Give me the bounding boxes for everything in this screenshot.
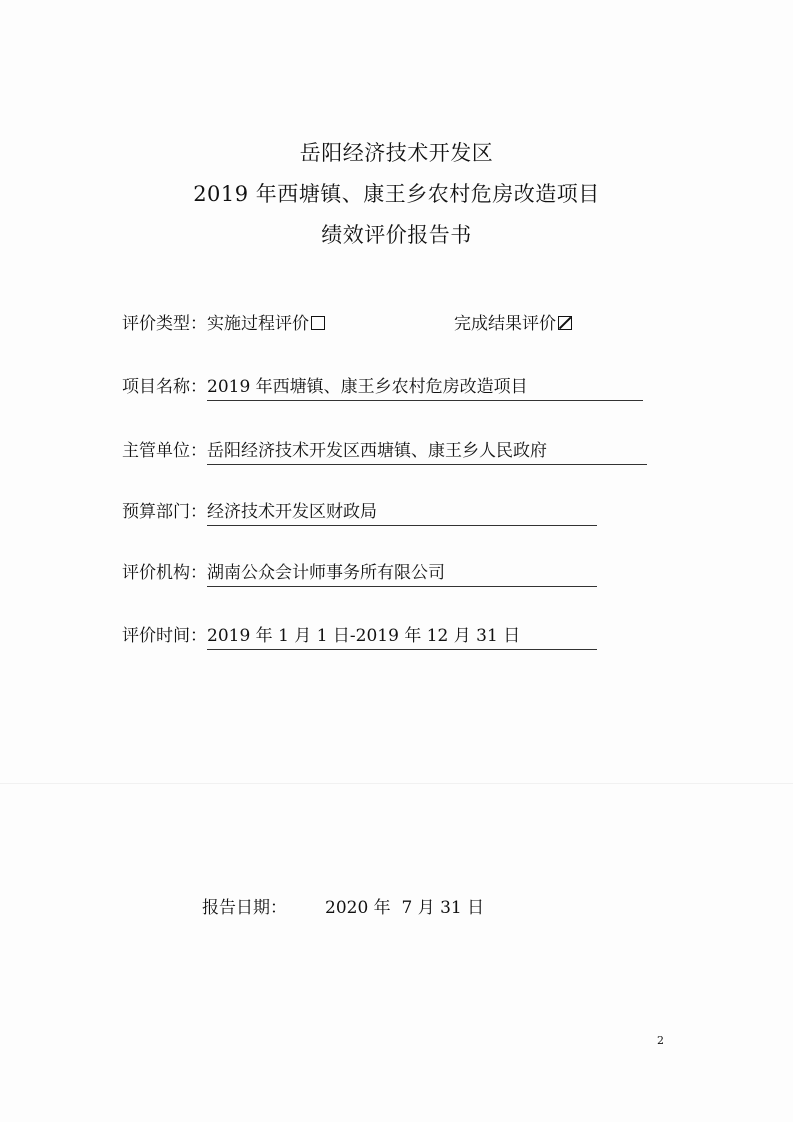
field-label: 评价机构：: [122, 563, 207, 583]
field-value: 2019 年西塘镇、康王乡农村危房改造项目: [207, 374, 643, 401]
field-value: 湖南公众会计师事务所有限公司: [207, 560, 597, 587]
field-evaluator: [122, 558, 597, 588]
title-line-3: 绩效评价报告书: [321, 223, 472, 247]
field-label: 项目名称：: [122, 377, 207, 397]
field-label: 主管单位：: [122, 441, 207, 461]
title-line-2: 2019 年西塘镇、康王乡农村危房改造项目: [193, 182, 600, 206]
title-line-1: 岳阳经济技术开发区: [299, 141, 494, 165]
field-label: 预算部门：: [122, 502, 207, 522]
option-result: [454, 309, 572, 339]
option-result-checkbox[interactable]: [558, 316, 572, 330]
field-supervisor: [122, 436, 647, 466]
field-value: 经济技术开发区财政局: [207, 499, 597, 526]
evaluation-type-row: [122, 309, 556, 339]
report-date: [202, 893, 484, 918]
scan-artifact-line: [0, 783, 793, 784]
field-project-name: [122, 372, 643, 402]
option-process-checkbox[interactable]: [311, 316, 325, 330]
field-value: 岳阳经济技术开发区西塘镇、康王乡人民政府: [207, 438, 647, 465]
field-label: 评价时间：: [122, 626, 207, 646]
report-date-value: 2020 年 7 月 31 日: [325, 898, 485, 918]
field-value: 2019 年 1 月 1 日-2019 年 12 月 31 日: [207, 623, 597, 650]
page-number: 2: [657, 1034, 664, 1047]
option-process-label: 实施过程评价: [207, 314, 309, 334]
field-budget-dept: [122, 497, 597, 527]
evaluation-type-label: 评价类型：: [122, 314, 207, 334]
field-eval-time: [122, 621, 597, 651]
option-result-label: 完成结果评价: [454, 314, 556, 334]
report-date-label: 报告日期：: [202, 898, 287, 918]
